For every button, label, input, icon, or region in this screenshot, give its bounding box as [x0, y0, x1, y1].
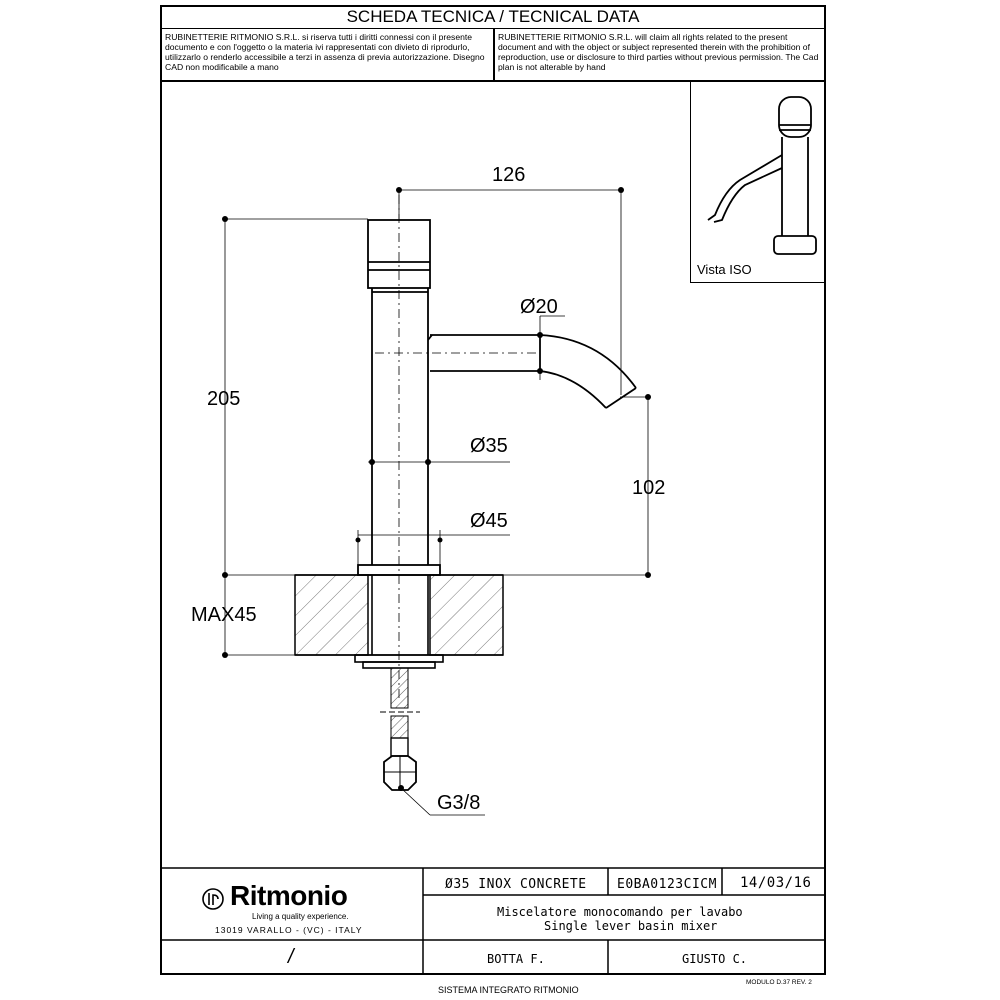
notice-italian: RUBINETTERIE RITMONIO S.R.L. si riserva tutti i diritti connessi con il presente documento e con l'oggetto o la materia ivi rappresentati con divieto di riprodurlo, utilizzarlo o renderlo accessibile a terzi in assenza di previa autorizzazione. Disegno CAD non modificabile a mano — [165, 32, 485, 72]
dim-spout-diameter: Ø20 — [520, 296, 558, 318]
ritmonio-logo-icon — [203, 889, 223, 909]
dim-max-thickness: MAX45 — [191, 604, 257, 626]
footer-module: MODULO D.37 REV. 2 — [746, 979, 812, 986]
dim-connection: G3/8 — [437, 792, 481, 814]
iso-faucet-sketch — [708, 97, 816, 254]
finish-value: Ø35 INOX CONCRETE — [445, 877, 587, 892]
drawn-by-value: BOTTA F. — [487, 952, 545, 966]
date-value: 14/03/16 — [740, 875, 812, 891]
brand-address: 13019 VARALLO - (VC) - ITALY — [215, 925, 363, 935]
braided-hose — [380, 668, 420, 790]
sheet-title: SCHEDA TECNICA / TECNICAL DATA — [160, 5, 826, 29]
dimension-lines — [225, 190, 648, 815]
dimension-dots — [222, 187, 651, 791]
code-value: E0BA0123CICM — [617, 877, 717, 892]
dim-total-height: 205 — [207, 388, 241, 410]
checked-by-value: GIUSTO C. — [682, 952, 748, 966]
dim-body-diameter: Ø35 — [470, 435, 508, 457]
description-english: Single lever basin mixer — [544, 919, 718, 933]
notice-english: RUBINETTERIE RITMONIO S.R.L. will claim all rights related to the present document and with the object or subject represented therein with the prohibition of reproduction, use or disclosure to third parties without previous permission. The Cad plan is not alterable by hand — [498, 32, 819, 72]
brand-tagline: Living a quality experience. — [252, 912, 349, 921]
dim-base-diameter: Ø45 — [470, 510, 508, 532]
brand-name: Ritmonio — [230, 880, 348, 911]
footer-system: SISTEMA INTEGRATO RITMONIO — [438, 985, 579, 995]
iso-view-label: Vista ISO — [697, 262, 752, 277]
dim-spout-height: 102 — [632, 477, 666, 499]
description-italian: Miscelatore monocomando per lavabo — [497, 905, 743, 919]
revision-value: / — [288, 946, 294, 968]
dim-spout-reach: 126 — [492, 164, 526, 186]
